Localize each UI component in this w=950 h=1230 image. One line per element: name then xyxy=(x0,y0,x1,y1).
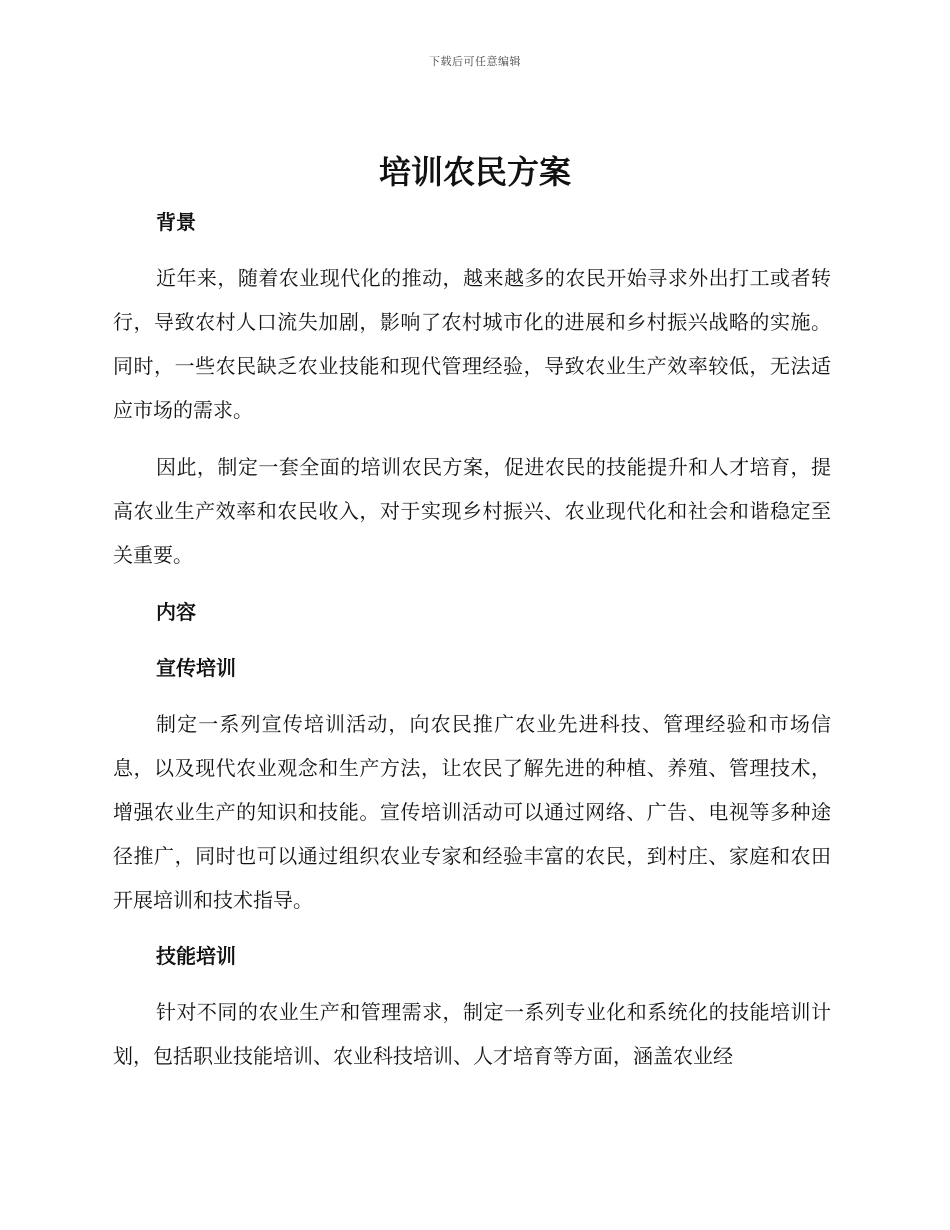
document-body xyxy=(113,200,831,1078)
page-header-note: 下载后可任意编辑 xyxy=(429,55,521,68)
subsection-heading-publicity-training: 宣传培训 xyxy=(156,656,236,680)
skills-training-paragraph: 针对不同的农业生产和管理需求，制定一系列专业化和系统化的技能培训计划，包括职业技能培训、农业科技培训、人才培育等方面，涵盖农业经 xyxy=(113,1000,831,1068)
section-heading-background: 背景 xyxy=(156,210,196,234)
section-heading-content: 内容 xyxy=(156,600,196,624)
publicity-training-paragraph: 制定一系列宣传培训活动，向农民推广农业先进科技、管理经验和市场信息，以及现代农业观念和生产方法，让农民了解先进的种植、养殖、管理技术，增强农业生产的知识和技能。宣传培训活动可以通过网络、广告、电视等多种途径推广，同时也可以通过组织农业专家和经验丰富的农民，到村庄、家庭和农田开展培训和技术指导。 xyxy=(113,712,831,912)
subsection-heading-skills-training: 技能培训 xyxy=(156,944,236,968)
background-paragraph-2: 因此，制定一套全面的培训农民方案，促进农民的技能提升和人才培育，提高农业生产效率和农民收入，对于实现乡村振兴、农业现代化和社会和谐稳定至关重要。 xyxy=(113,455,831,567)
document-title: 培训农民方案 xyxy=(378,153,571,191)
background-paragraph-1: 近年来，随着农业现代化的推动，越来越多的农民开始寻求外出打工或者转行，导致农村人口流失加剧，影响了农村城市化的进展和乡村振兴战略的实施。同时，一些农民缺乏农业技能和现代管理经验，导致农业生产效率较低，无法适应市场的需求。 xyxy=(113,266,831,422)
